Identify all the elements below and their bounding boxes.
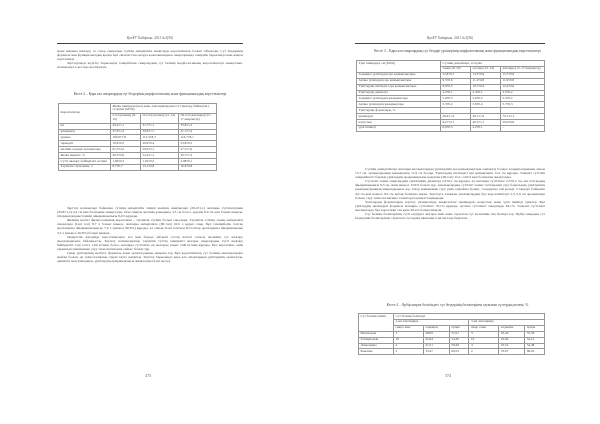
table-cell: 33,97 bbox=[499, 349, 525, 355]
table-cell: 66,03 bbox=[525, 349, 545, 355]
paragraph: Зерттеулерді жүргізу барысында тәжірибелік сиырлардың сүт безінің морфологиялық көрсеткіштері анықталып, нәтижелері 2-кестеде келтірілген. bbox=[57, 61, 243, 70]
header-cell: Сүт безінің бөліктері bbox=[394, 314, 545, 320]
table-cell: 1,69±0,2 bbox=[111, 159, 141, 165]
table-cell: цилиндрлі bbox=[357, 114, 441, 120]
table-cell: Домалақша bbox=[359, 343, 394, 349]
table-cell: 2 bbox=[394, 349, 424, 355]
header-rule bbox=[355, 43, 545, 44]
header-cell: орташа (12–14) bbox=[471, 66, 501, 72]
table-cell: 59,9±2,1 bbox=[141, 147, 179, 153]
table-cell: 23,8±0,5 bbox=[179, 141, 217, 147]
header-cell: 1-ші лактацияда bbox=[394, 319, 469, 325]
table-cell: Алдыңғы үрпілердің ұзындықтары bbox=[357, 96, 441, 102]
table-cell: 64,7±2,1 bbox=[441, 120, 471, 126]
running-header: ҚазҰУ Хабаршы. 2011 №3(56) bbox=[426, 36, 474, 40]
table-cell: 16 bbox=[469, 337, 499, 343]
table-cell: 29,4±1,1 bbox=[111, 123, 141, 129]
paragraph: Желінің негізгі физиологиялық көрсеткіші – тәуліктік сүтінің болып саналады. Тәуліктік сүтінің төмен өнімділікті сиырларда (I-ші топ) 8,7 л болып шықса, жатаяры өнімділікте (III-топ) 16,6 л құрап отыр. Бұл тәжірибелік топтар арасындағы айырмашылықтар 7,9 л (немесе 90,8%) құрады, ал сынақ II-ші топтағы III-топтар арасындағы айырмашылық 3,5 л (немесе 26,8%) болып шықты. bbox=[57, 218, 243, 235]
header-cell: II-топ (орташа) (12–14) bbox=[141, 113, 179, 123]
table-cell: Желін индексі, % bbox=[59, 153, 111, 159]
header-cell: сиыр саны bbox=[469, 325, 499, 331]
table-cell: 48,09 bbox=[423, 331, 449, 337]
table-cell: Алдыңғы үрпілердің ара қашықтықтары bbox=[357, 72, 441, 78]
header-cell: төмен (8–10) bbox=[441, 66, 471, 72]
table-cell: 45,64 bbox=[423, 337, 449, 343]
paragraph: Сүттілігі төмен сиырлардың үрпілерінің диаметрі 2,2±0,1 см құрады, ал жатаяры сүттілікте 2,5±0,2 см, екі топтардың айырмашылығы 0,3 см, яғни немесе 13,6% болып тұр. Аналықтардың сүттілігі төмен топтарынан сауу барысында үрпілерінің ұзындықтарының маңыздылығы зор. Олар машинамен сауу үшін ыңғайлы болып, стандартқа сай келеді. Стандарт бойынша 4,0 см кем немесе 9,0 см артық болмауы керек. Зерттеуге алынған аналықтардың бұл көрсеткіштері 5,3–5,9 см аралығында болып, сауу технологиясына талаптарға қанағаттандырады. bbox=[355, 179, 545, 200]
table-cell: 45,52 bbox=[499, 343, 525, 349]
table-cell: 10,7±0,4 bbox=[471, 84, 501, 90]
udder-quarters-table bbox=[358, 313, 545, 355]
table-cell: 57,2±1,9 bbox=[179, 147, 217, 153]
table-cell: 61,3±2,2 bbox=[111, 147, 141, 153]
table-cell: Ваннаәлды bbox=[359, 331, 394, 337]
table-cell: 51,91 bbox=[449, 331, 469, 337]
table-cell: 4,2±0,1 bbox=[471, 125, 501, 131]
table-cell: 5,3±0,2 bbox=[441, 102, 471, 108]
table-caption: Кесте 2 – Қара ала сиырлардың сүт бездерінің морфологиялық және функционалдық көрсеткіштері bbox=[73, 92, 227, 96]
table-cell: үрпі пішінді bbox=[357, 125, 441, 131]
page-number: 373 bbox=[145, 373, 151, 378]
paragraph: Зерттеу нәтижелері бойынша сүтінің өнімділігін тиімді желінің шеңберлері (29,4±1,1) жатаяры сүтіліктерінен (33,8±1,2) 4,4 см кем болатыны анықталды. Осы сияқты желінің ұзындығы 3,5 см болса, ауданы 6,9 см кем болып шықты. Олардың индекстерінің айырмашылығы 8,4% құрады. bbox=[57, 206, 243, 219]
table-cell: Артқы үрпілердің ұзындықтары bbox=[357, 102, 441, 108]
table-cell: 37,6±1,4 bbox=[111, 129, 141, 135]
table-cell: Сүтті шығару бейімділігі, кг/мин bbox=[59, 159, 111, 165]
table-cell: – bbox=[501, 125, 545, 131]
right-page bbox=[300, 0, 600, 424]
paragraph: Үрпілердің формаларын зерттеу нәтижесінде анықталған: цилиндрлі, конустық және үрпі пішінді үрпілер. Бұл үрпілердің цилиндрлі формасы жатаяры сүттілікте 70,1% құрады, орташа сүттілікті сиырларда 49,1%. Төменгі сүттілікті аналықтарда бұл көрсеткіш тек қана 28,4% болып шықты. bbox=[355, 199, 545, 212]
table-cell: 52,4±1,1 bbox=[141, 153, 179, 159]
paragraph: және шарына шығару, аз салар сиырлары сүтінің өнімділігін анықтауда көрсеткіштер болып табылады. Сүт бездерінің формасы мен функционалдық қасиеттері «Казахстан» шаруа қожалығындағы сиырларында тәжірибе барысында жан-жақты зерттелінді. bbox=[57, 49, 243, 62]
table-cell: 49,1±1,9 bbox=[471, 114, 501, 120]
table-cell: 39,8±1,7 bbox=[141, 129, 179, 135]
table-cell: 5,3±0,2 bbox=[501, 96, 545, 102]
table-cell: 20,9±0,4 bbox=[141, 141, 179, 147]
table-cell: 41,1±1,4 bbox=[179, 129, 217, 135]
table-cell: 28,4±1,4 bbox=[441, 114, 471, 120]
table-cell: 46,5±1,1 bbox=[471, 120, 501, 126]
table-cell: 66,53 bbox=[449, 349, 469, 355]
table-cell: 45,44 bbox=[499, 331, 525, 337]
table-cell: 2,08±0,1 bbox=[179, 159, 217, 165]
header-cell: Желін пішіндері (кез) және лактациялардағы сүт шығару бейімділігі, ст.ауғын (M±m) bbox=[111, 104, 217, 114]
header-cell: Сүт безінің пішіні bbox=[359, 314, 394, 332]
table-cell: 5,8±0,4 bbox=[471, 102, 501, 108]
header-cell: Көрсеткіштер bbox=[59, 104, 111, 124]
table-caption: Кесте 4 – Әрбір ширек бөлігіндегі сүт бездерінің бөліктерінен сауылған сүттердің көлемі, % bbox=[386, 303, 529, 307]
table-cell: 56,7±1,3 bbox=[179, 153, 217, 159]
table-cell: 5,9±0,3 bbox=[441, 96, 471, 102]
table-cell: 54,36 bbox=[449, 337, 469, 343]
table-cell: 31,7±1,1 bbox=[141, 123, 179, 129]
running-header: ҚазҰУ Хабаршы. 2011 №3(56) bbox=[126, 36, 174, 40]
table-cell: 1,92±0,2 bbox=[141, 159, 179, 165]
table-cell: 12,4±0,6 bbox=[501, 84, 545, 90]
table-cell: 33,8±1,2 bbox=[179, 123, 217, 129]
table-cell: 4 bbox=[469, 343, 499, 349]
morphology-table bbox=[58, 103, 217, 171]
table-cell: 8,7±0,7 bbox=[111, 164, 141, 170]
table-row bbox=[359, 349, 545, 355]
table-cell: 55,56 bbox=[525, 331, 545, 337]
table-cell: Үрпілердің диаметрі bbox=[357, 90, 441, 96]
table-cell: 9,5±0,6 bbox=[441, 78, 471, 84]
table-cell: 45,84 bbox=[499, 337, 525, 343]
table-cell: Табақшалық bbox=[359, 337, 394, 343]
header-cell: артқы bbox=[525, 325, 545, 331]
table-cell: 29,9±0,9 bbox=[501, 120, 545, 126]
table-cell: 11,2±0,8 bbox=[471, 78, 501, 84]
paragraph: Сиыр үрпілерінің келбеті, формасы және орналасуының маңызы зор. Бұл көрсеткіштер сүт бөлінің шығарылуына жайлы болып, әр технологиялық сауып алуға жауапты. Зерттеу барысында қара ала сиырлардың үрпілерінің орналасуы, диаметрі мен ұзындығы, үрпілердің арақашықтығы анықталды (3-ші кесте). bbox=[57, 251, 243, 264]
table-cell: ауданы bbox=[59, 135, 111, 141]
header-cell: I-топ (шыны) (8–10) bbox=[111, 113, 141, 123]
table-cell: Бөкешке bbox=[359, 349, 394, 355]
table-row bbox=[59, 164, 217, 170]
table-cell: 13,3±0,6 bbox=[471, 72, 501, 78]
table-cell: 70,1±2,1 bbox=[501, 114, 545, 120]
table-row bbox=[357, 125, 545, 131]
header-rule bbox=[57, 43, 243, 44]
header-cell: артқы bbox=[449, 325, 469, 331]
table-cell: 16,6±0,8 bbox=[179, 164, 217, 170]
table-cell: 58,49 bbox=[449, 343, 469, 349]
page-number: 374 bbox=[445, 373, 451, 378]
table-cell: конустық bbox=[357, 120, 441, 126]
table-cell: 109,9±7,8 bbox=[111, 135, 141, 141]
table-cell: 18 bbox=[394, 337, 424, 343]
table-cell: 12,8±0,7 bbox=[441, 72, 471, 78]
table-cell: 2 bbox=[469, 349, 499, 355]
table-cell: 6,9±0,3 bbox=[441, 125, 471, 131]
header-cell: алдыңғы bbox=[499, 325, 525, 331]
table-cell: 2,5±0,2 bbox=[501, 90, 545, 96]
header-cell: сиыр саны bbox=[394, 325, 424, 331]
header-cell: алдыңғы bbox=[423, 325, 449, 331]
header-cell: Үрпі пішіндері, см (M±m) bbox=[357, 61, 441, 73]
table-cell: 54,12 bbox=[525, 337, 545, 343]
paragraph: Сүт безінің бөліктерінің сүтті өндіруге жоғары мәні және сауылған сүт көлемінің тең бөлінуі зор. Әрбір сиырдың сүт бездерінің бөліктерінен сауылған сүттердің шығыны 4-ші кестеде берілген. bbox=[355, 212, 545, 221]
table-cell: ұзындығы bbox=[59, 129, 111, 135]
table-cell: 3 bbox=[469, 331, 499, 337]
table-cell: ші bbox=[59, 123, 111, 129]
header-cell: 3-ші лактацияда bbox=[469, 319, 545, 325]
table-cell: 46,3±0,9 bbox=[111, 153, 141, 159]
table-cell: 19,6±0,5 bbox=[111, 141, 141, 147]
table-cell: тереңдігі bbox=[59, 141, 111, 147]
table-cell: 2,2±0,1 bbox=[441, 90, 471, 96]
table-cell: 54,48 bbox=[525, 343, 545, 349]
table-cell: 15,7±0,9 bbox=[501, 72, 545, 78]
table-cell: 2,4±0,1 bbox=[471, 90, 501, 96]
paragraph: Сүтінің өнімділіктері жатаяры аналықтардың үрпілерінің ара қашықтықтары алшақтау болды: алдыңғыларының арасы 15,7 см, артқыларының қашықтығы 11,9 см болды. Үрпілердің шетіндегі ара қашықтығы 12,4 см құрады. Төменгі сүттілік өнімділіктегі барлық үрпілердің арақашықтығы қалыпты (III-топ) 12,2–14,0% кем болатыны анықталды. bbox=[355, 167, 545, 180]
table-cell: Үрпілердің формалары, % bbox=[357, 108, 441, 114]
table-cell: Тәуліктік сауылымы, л bbox=[59, 164, 111, 170]
table-cell: 5,6±0,2 bbox=[471, 96, 501, 102]
table-cell: 41,51 bbox=[423, 343, 449, 349]
table-cell: Үрпілердің шетіндегі ара қашықтықтары bbox=[357, 84, 441, 90]
teat-table bbox=[356, 60, 545, 132]
body-text bbox=[57, 49, 243, 69]
table-cell: 4 bbox=[394, 343, 424, 349]
table-cell: 112,3±8,3 bbox=[141, 135, 179, 141]
table-cell: 3 bbox=[394, 331, 424, 337]
body-text bbox=[355, 167, 545, 220]
table-cell: 33,47 bbox=[423, 349, 449, 355]
body-text bbox=[57, 206, 243, 263]
paragraph: Өндірістік жағдайда көрсеткіштерге аса мән береді, өйткені сүттің негізгі сапасы желіннің сүт шығару жылдамдығына байланысты. Зерттеу нәтижелерінде тәуліктік сүттің өнімділігі жоғары сиырлардың сүтті шығару бейімділігі I-ші топта 1,69 кг/мин болса, жатаяры сүттілікте ең жоғарғы уақыт 2,08 кг/мин құрады. Бұл көрсеткіш, өнім алынатын машинамен сауу технологиясына сәйкес болып тұр. bbox=[57, 234, 243, 251]
table-cell: 116,7±8,1 bbox=[179, 135, 217, 141]
header-cell: Сүтінің деңгейлері, л/тәулік bbox=[441, 61, 545, 67]
header-cell: жатаяры (15–17 шырақтар) bbox=[501, 66, 545, 72]
header-cell: III-топ (жатаяры) (15–17 шырақтар) bbox=[179, 113, 217, 123]
table-caption: Кесте 3 – Қара ала сиырлардың сүт бездері үрпілерінің морфологиялық және функционалдық көрсеткіштері bbox=[374, 49, 541, 53]
table-cell: 5,7±0,3 bbox=[501, 102, 545, 108]
table-cell: 9,9±0,5 bbox=[441, 84, 471, 90]
table-cell: 11,9±0,8 bbox=[501, 78, 545, 84]
table-cell: 13,1±0,8 bbox=[141, 164, 179, 170]
table-cell: Артқы үрпілердің ара қашықтықтары bbox=[357, 78, 441, 84]
table-cell: желінің сорғыш аралықтары bbox=[59, 147, 111, 153]
